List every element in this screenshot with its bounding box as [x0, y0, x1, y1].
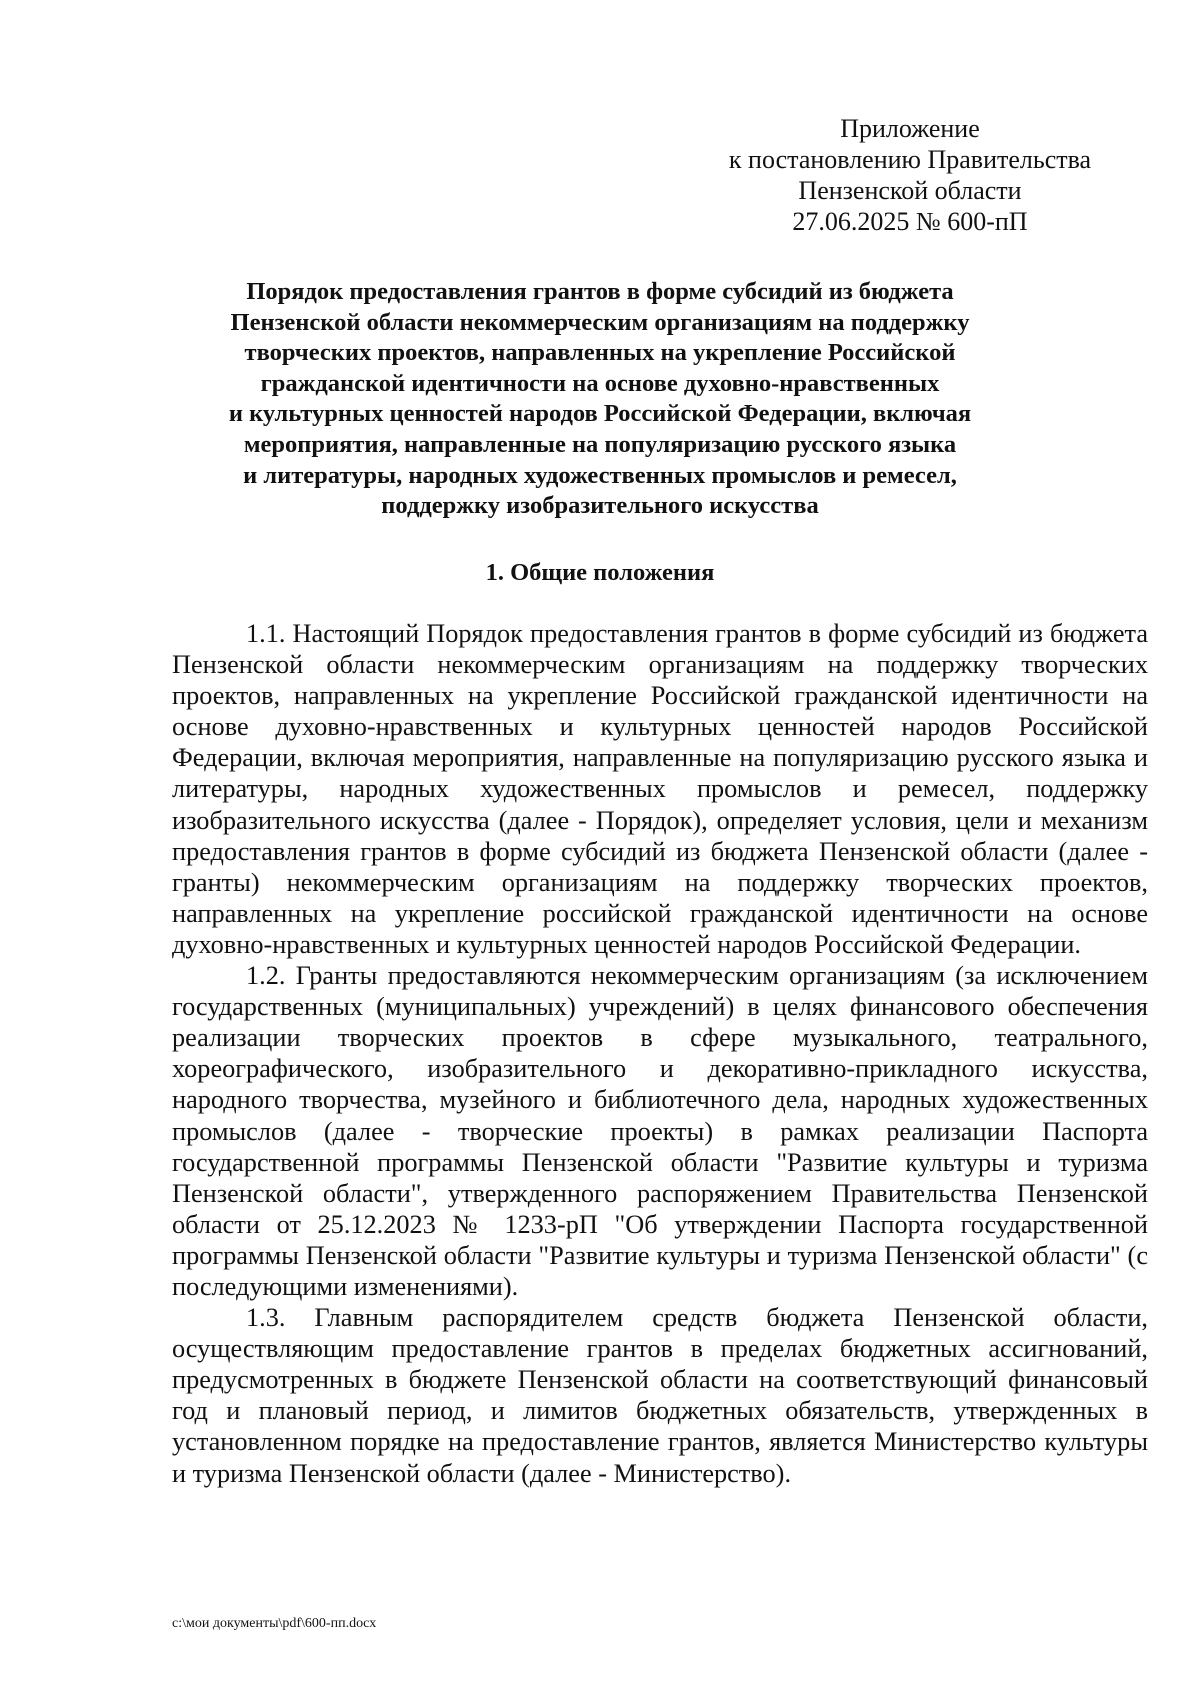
document-body	[172, 618, 1148, 1489]
title-line: гражданской идентичности на основе духовно-нравственных	[260, 369, 940, 397]
appendix-block	[700, 113, 1120, 237]
title-line: поддержку изобразительного искусства	[381, 492, 819, 520]
document-title	[170, 277, 1030, 522]
title-line: творческих проектов, направленных на укрепление Российской	[244, 339, 956, 367]
appendix-line: Пензенской области	[798, 176, 1022, 205]
title-line: Пензенской области некоммерческим организациям на поддержку	[230, 308, 970, 336]
appendix-date-number: 27.06.2025 № 600-пП	[792, 207, 1028, 236]
appendix-line: к постановлению Правительства	[728, 145, 1092, 174]
title-line: мероприятия, направленные на популяризацию русского языка	[243, 430, 957, 458]
appendix-line: Приложение	[840, 114, 980, 143]
footer-file-path: c:\мои документы\pdf\600-пп.docx	[172, 1616, 377, 1631]
section-heading: 1. Общие положения	[485, 559, 715, 586]
paragraph-1-2: 1.2. Гранты предоставляются некоммерческим организациям (за исключением государственных (муниципальных) учреждений) в целях финансового обеспечения реализации творческих проектов в сфере музыкального, театрального, хореографического, изобразительного и декоративно-прикладного искусства, народного творчества, музейного и библиотечного дела, народных художественных промыслов (далее - творческие проекты) в рамках реализации Паспорта государственной программы Пензенской области "Развитие культуры и туризма Пензенской области", утвержденного распоряжением Правительства Пензенской области от 25.12.2023 № 1233-рП "Об утверждении Паспорта государственной программы Пензенской области "Развитие культуры и туризма Пензенской области" (с последующими изменениями).	[172, 961, 1148, 1301]
title-line: и культурных ценностей народов Российской Федерации, включая	[228, 400, 972, 428]
paragraph-1-3: 1.3. Главным распорядителем средств бюджета Пензенской области, осуществляющим предоставление грантов в пределах бюджетных ассигнований, предусмотренных в бюджете Пензенской области на соответствующий финансовый год и плановый период, и лимитов бюджетных обязательств, утвержденных в установленном порядке на предоставление грантов, является Министерство культуры и туризма Пензенской области (далее - Министерство).	[172, 1303, 1148, 1488]
paragraph-1-1: 1.1. Настоящий Порядок предоставления грантов в форме субсидий из бюджета Пензенской области некоммерческим организациям на поддержку творческих проектов, направленных на укрепление Российской гражданской идентичности на основе духовно-нравственных и культурных ценностей народов Российской Федерации, включая мероприятия, направленные на популяризацию русского языка и литературы, народных художественных промыслов и ремесел, поддержку изобразительного искусства (далее - Порядок), определяет условия, цели и механизм предоставления грантов в форме субсидий из бюджета Пензенской области (далее - гранты) некоммерческим организациям на поддержку творческих проектов, направленных на укрепление российской гражданской идентичности на основе духовно-нравственных и культурных ценностей народов Российской Федерации.	[172, 619, 1148, 959]
title-line: и литературы, народных художественных промыслов и ремесел,	[243, 461, 957, 489]
title-line: Порядок предоставления грантов в форме субсидий из бюджета	[246, 278, 954, 305]
